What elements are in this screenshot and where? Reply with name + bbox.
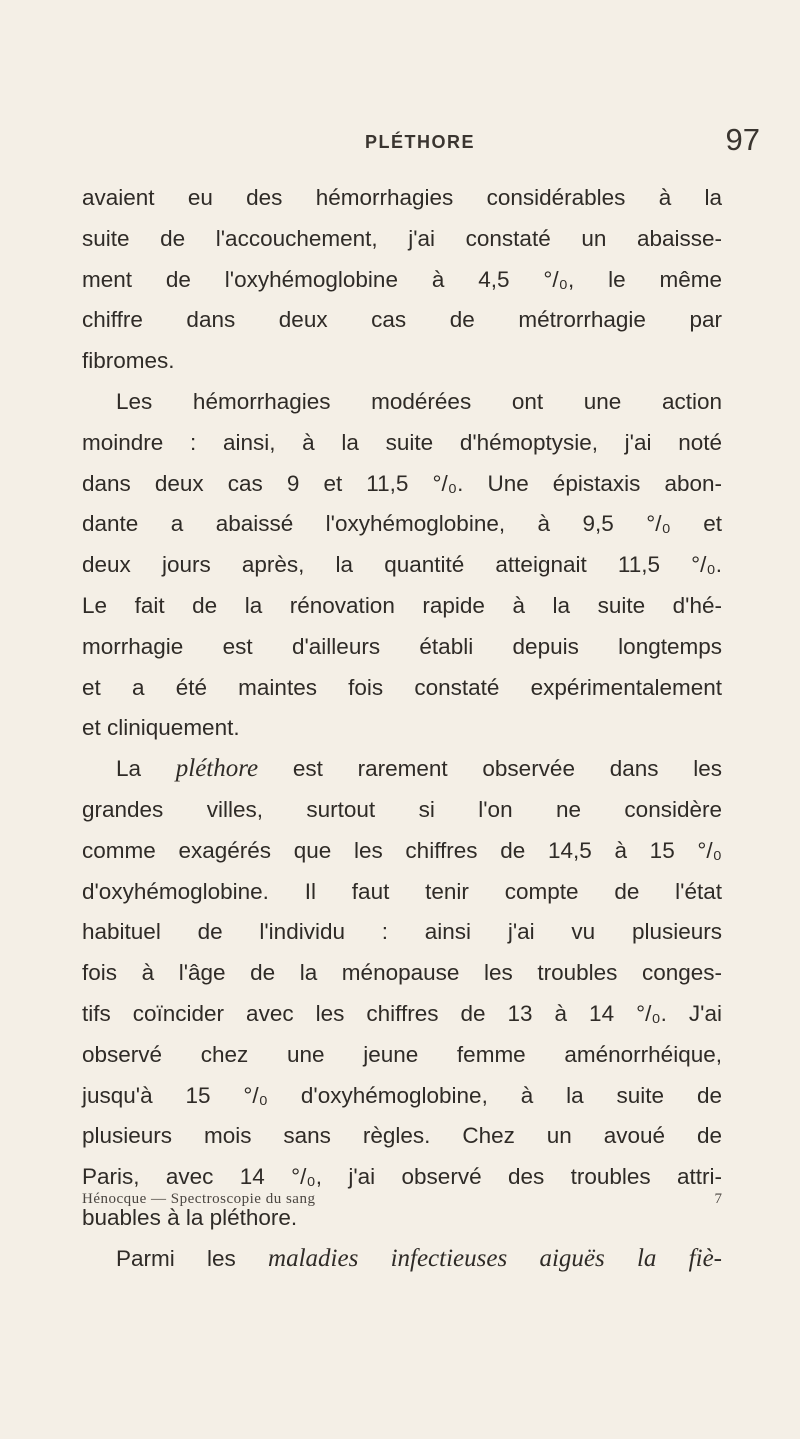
text-fragment: La <box>116 756 142 782</box>
text-line: habituel de l'individu : ainsi j'ai vu plusieurs <box>82 919 722 945</box>
text-fragment: Parmi les <box>116 1245 236 1271</box>
running-title: PLÉTHORE <box>364 132 475 152</box>
text-line: comme exagérés que les chiffres de 14,5 à 15 °/₀ <box>82 837 722 863</box>
text-line: grandes villes, surtout si l'on ne considère <box>82 796 722 822</box>
text-line: fibromes. <box>82 348 175 374</box>
italic-term: maladies infectieuses aiguës <box>268 1244 605 1272</box>
text-line: chiffre dans deux cas de métrorrhagie par <box>82 307 722 333</box>
signature-number: 7 <box>714 1191 722 1207</box>
text-line: jusqu'à 15 °/₀ d'oxyhémoglobine, à la suite de <box>82 1082 722 1108</box>
text-line <box>82 1239 722 1280</box>
text-line: moindre : ainsi, à la suite d'hémoptysie, j'ai noté <box>82 429 722 455</box>
signature-mark: Hénocque — Spectroscopie du sang <box>82 1191 316 1207</box>
text-line: avaient eu des hémorrhagies considérables à la <box>82 185 722 210</box>
italic-term: pléthore <box>175 755 259 783</box>
text-line: et cliniquement. <box>82 715 240 741</box>
text-line: morrhagie est d'ailleurs établi depuis longtemps <box>82 633 722 659</box>
text-fragment: est rarement observée dans les <box>292 756 722 782</box>
text-line: et a été maintes fois constaté expérimentalement <box>82 674 722 700</box>
text-line: dante a abaissé l'oxyhémoglobine, à 9,5 °/₀ et <box>82 511 722 537</box>
page-footer <box>82 1191 722 1221</box>
text-line: plusieurs mois sans règles. Chez un avoué de <box>82 1123 722 1149</box>
text-line: d'oxyhémoglobine. Il faut tenir compte de l'état <box>82 878 722 904</box>
text-line: Le fait de la rénovation rapide à la suite d'hé- <box>82 592 722 618</box>
text-line: fois à l'âge de la ménopause les troubles conges- <box>82 960 722 986</box>
page-number: 97 <box>725 122 760 157</box>
text-fragment: la fiè- <box>636 1244 722 1272</box>
text-line: ment de l'oxyhémoglobine à 4,5 °/₀, le même <box>82 266 722 292</box>
text-line: Les hémorrhagies modérées ont une action <box>116 388 722 414</box>
text-line: observé chez une jeune femme aménorrhéique, <box>82 1041 722 1067</box>
text-line: tifs coïncider avec les chiffres de 13 à 14 °/₀. J'ai <box>82 1000 722 1026</box>
text-line: buables à la pléthore. <box>82 1204 298 1230</box>
page-header <box>80 124 760 164</box>
text-line: dans deux cas 9 et 11,5 °/₀. Une épistaxis abon- <box>82 470 722 496</box>
body-text <box>82 178 722 1280</box>
text-line: suite de l'accouchement, j'ai constaté un abaisse- <box>82 225 722 251</box>
text-line <box>82 749 722 790</box>
text-line: Paris, avec 14 °/₀, j'ai observé des troubles attri- <box>82 1164 722 1190</box>
text-line: deux jours après, la quantité atteignait 11,5 °/₀. <box>82 552 722 578</box>
